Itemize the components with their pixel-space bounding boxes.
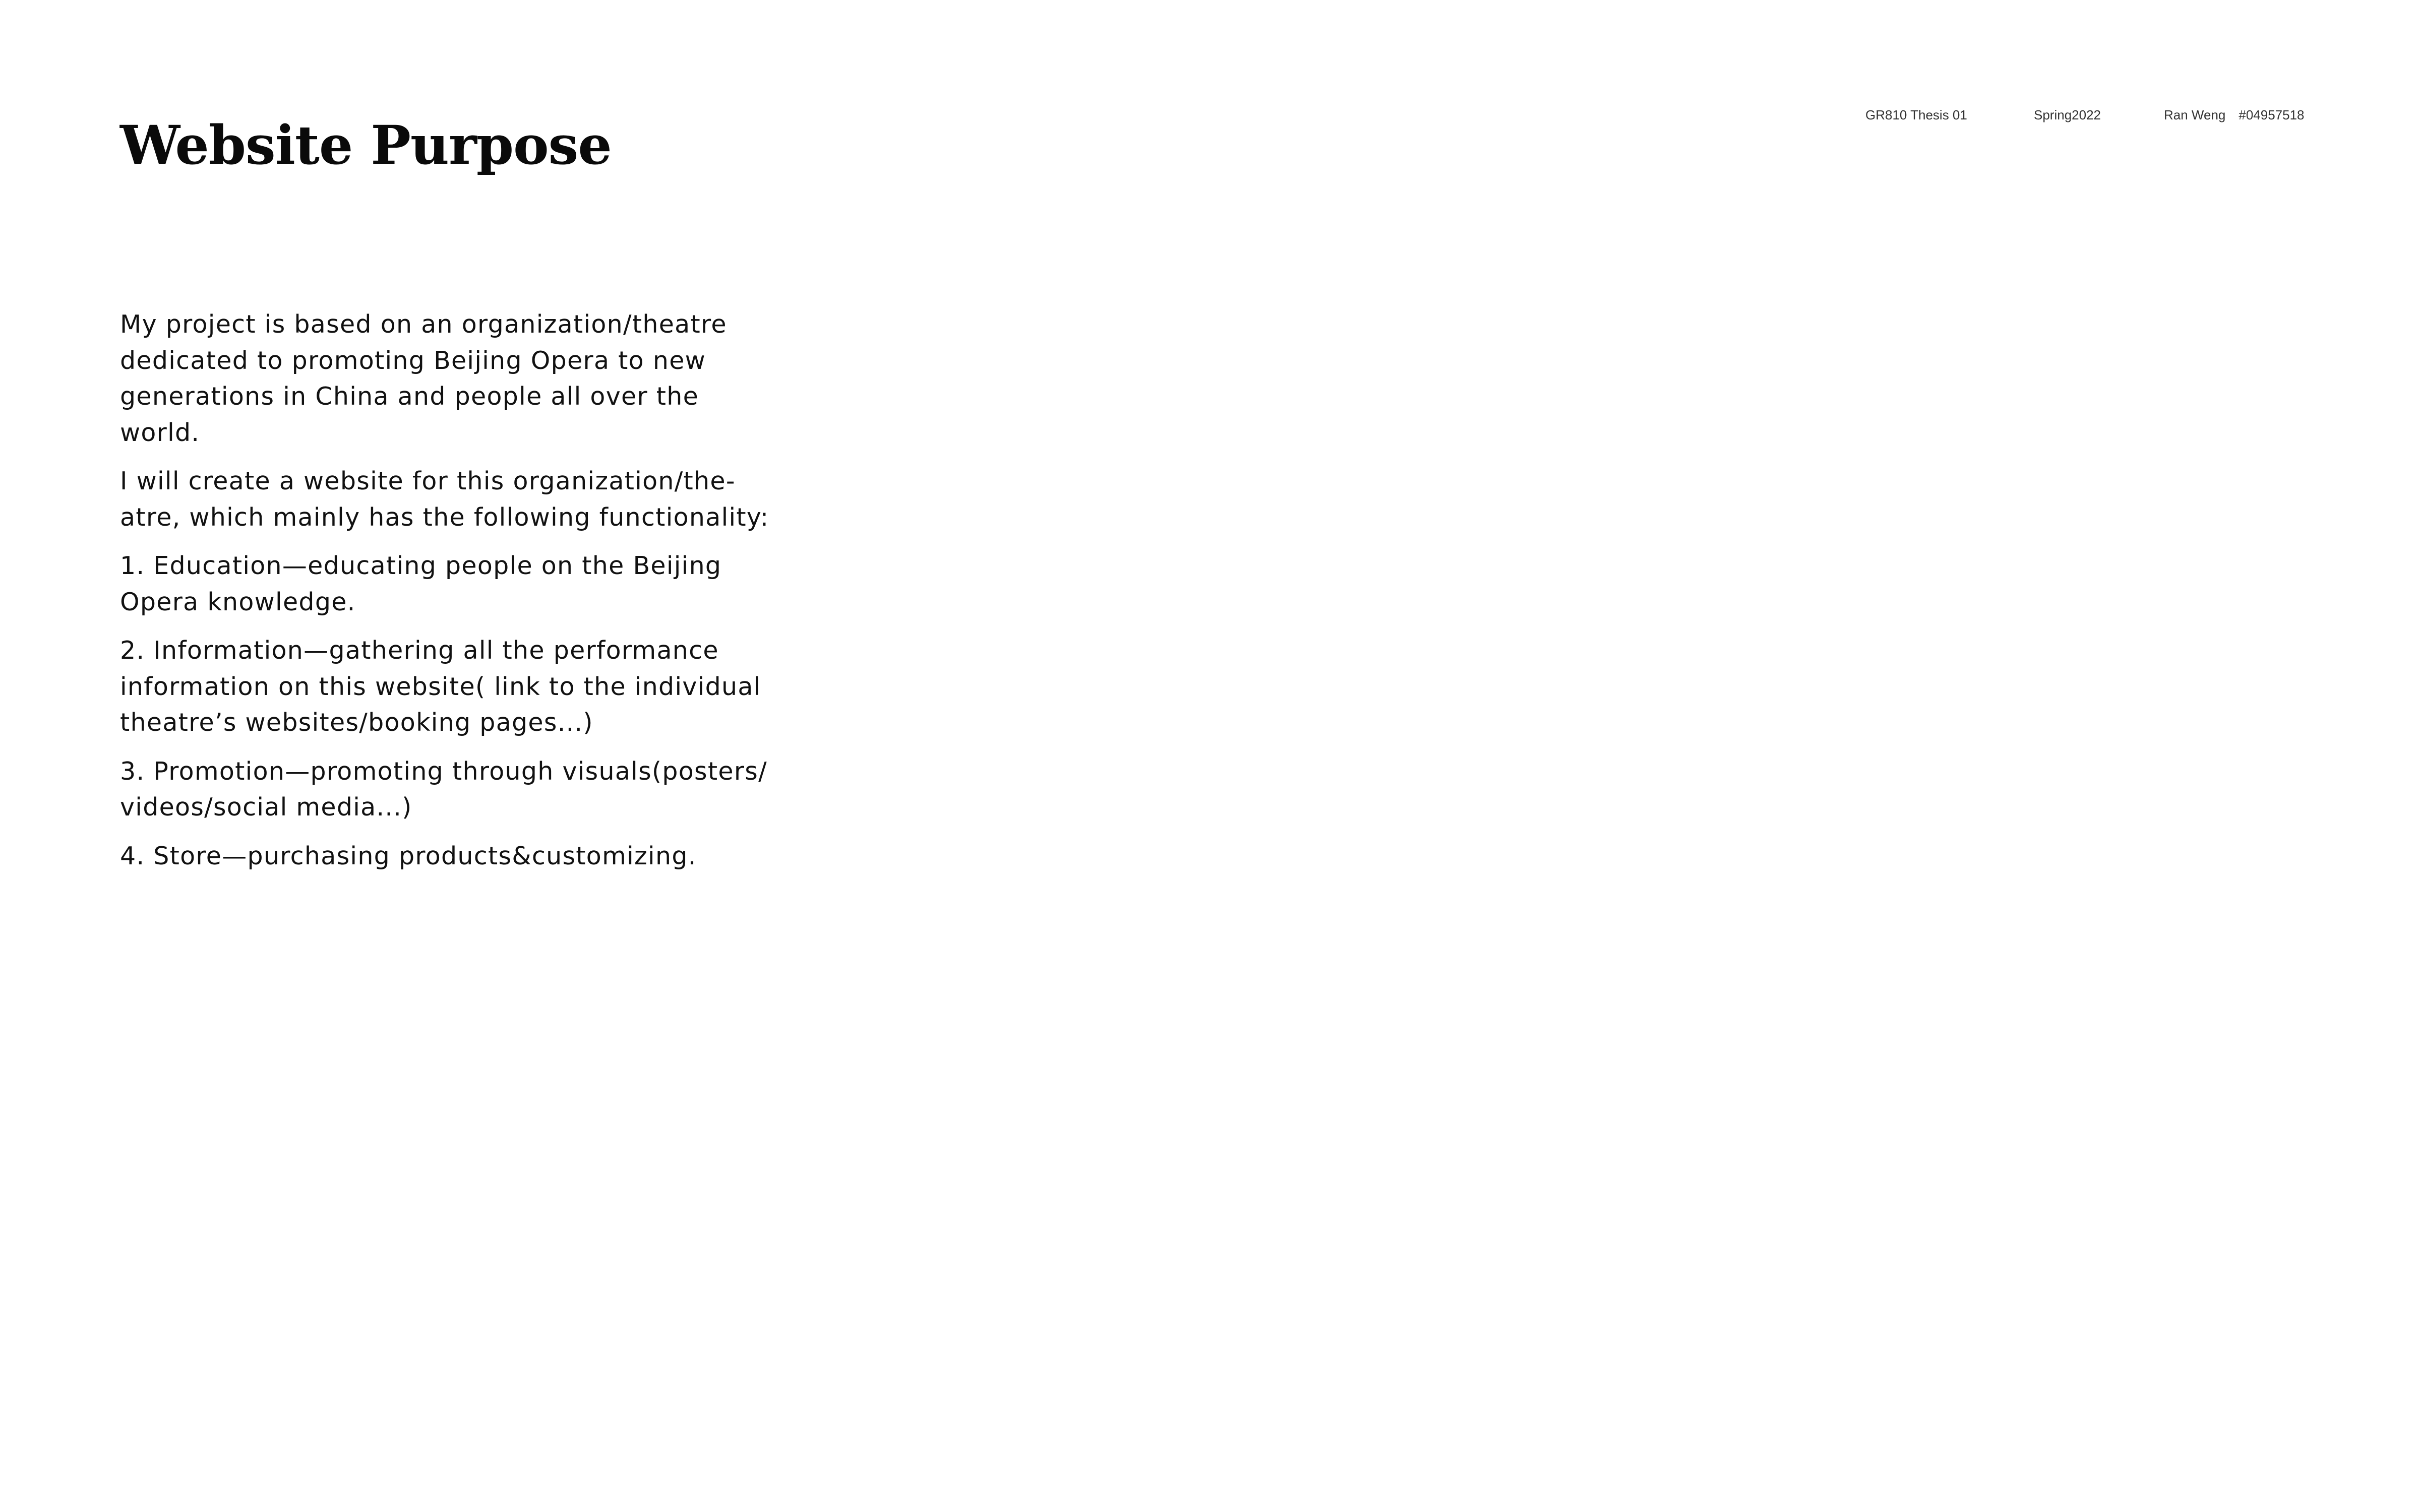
list-item-information: 2. Information—gathering all the performance information on this website( link to the individual theatre’s websites/booking pages...) bbox=[120, 636, 761, 737]
functionality-intro: I will create a website for this organization/the- atre, which mainly has the following functionality: bbox=[120, 467, 769, 532]
body-text bbox=[120, 306, 826, 887]
author-info bbox=[2164, 106, 2305, 124]
intro-paragraph: My project is based on an organization/theatre dedicated to promoting Beijing Opera to new generations in China and people all over the world. bbox=[120, 310, 727, 447]
page-title: Website Purpose bbox=[120, 113, 612, 176]
list-item-promotion: 3. Promotion—promoting through visuals(posters/ videos/social media...) bbox=[120, 757, 767, 822]
list-item-education: 1. Education—educating people on the Beijing Opera knowledge. bbox=[120, 551, 722, 616]
list-item-store: 4. Store—purchasing products&customizing. bbox=[120, 841, 697, 870]
course-label: GR810 Thesis 01 bbox=[1865, 107, 1967, 122]
student-id: #04957518 bbox=[2238, 107, 2305, 122]
term-label: Spring2022 bbox=[2034, 107, 2101, 122]
author-name: Ran Weng bbox=[2164, 107, 2226, 122]
